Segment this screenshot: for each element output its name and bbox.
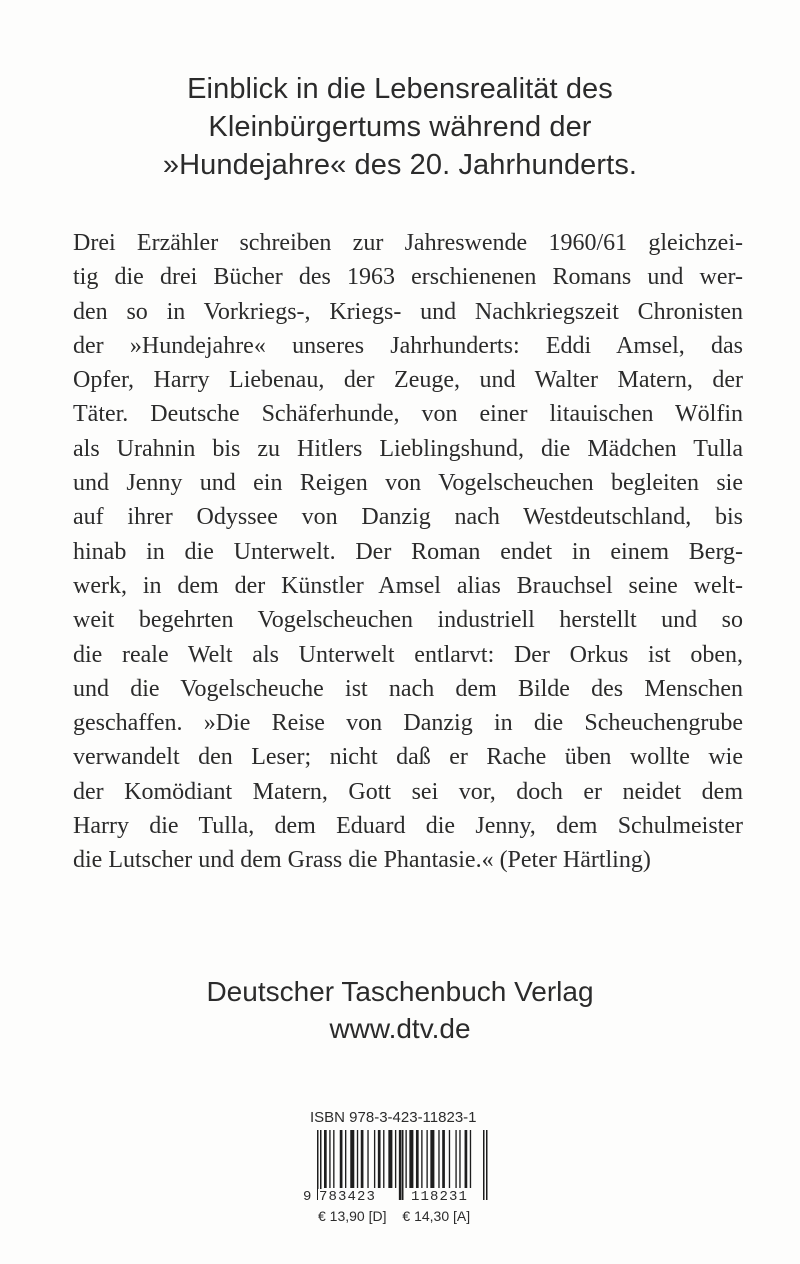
barcode-bar — [470, 1130, 471, 1188]
price-germany: € 13,90 [D] — [318, 1208, 387, 1224]
barcode-bar — [426, 1130, 427, 1188]
barcode-bar — [459, 1130, 460, 1188]
barcode-bar — [395, 1130, 396, 1188]
blurb-line: auf ihrer Odyssee von Danzig nach Westdeutschland, bis — [73, 504, 743, 531]
blurb-line: verwandelt den Leser; nicht daß er Rache üben wollte wie — [73, 744, 743, 771]
blurb-line: Harry die Tulla, dem Eduard die Jenny, dem Schulmeister — [73, 813, 743, 840]
barcode-bar — [333, 1130, 334, 1188]
blurb-line: und die Vogelscheuche ist nach dem Bilde des Menschen — [73, 675, 743, 702]
tagline-line: »Hundejahre« des 20. Jahrhunderts. — [162, 149, 638, 181]
barcode-bar — [421, 1130, 422, 1188]
tagline-line: Kleinbürgertums während der — [208, 111, 592, 143]
barcode-bar — [388, 1130, 392, 1188]
barcode-digits — [303, 1189, 499, 1205]
barcode-bar — [455, 1130, 456, 1188]
barcode-lead-digit: 9 — [303, 1189, 312, 1205]
blurb-line: werk, in dem der Künstler Amsel alias Brauchsel seine welt- — [73, 572, 743, 599]
blurb-line: und Jenny und ein Reigen von Vogelscheuchen begleiten sie — [73, 470, 743, 497]
publisher-name: Deutscher Taschenbuch Verlag — [206, 976, 594, 1007]
price-austria: € 14,30 [A] — [402, 1208, 471, 1224]
blurb-line: geschaffen. »Die Reise von Danzig in die Scheuchengrube — [73, 710, 743, 737]
blurb-line: der »Hundejahre« unseres Jahrhunderts: Eddi Amsel, das — [73, 332, 743, 359]
barcode-bar — [361, 1130, 364, 1188]
tagline-line: Einblick in die Lebensrealität des — [187, 73, 613, 105]
blurb-line: Täter. Deutsche Schäferhunde, von einer litauischen Wölfin — [73, 401, 743, 428]
blurb-line: hinab in die Unterwelt. Der Roman endet in einem Berg- — [73, 538, 743, 565]
barcode-group-left: 783423 — [319, 1189, 377, 1205]
barcode-bar — [340, 1130, 343, 1188]
blurb-line: tig die drei Bücher des 1963 erschienenen Romans und wer- — [73, 264, 743, 291]
barcode-bar — [383, 1130, 384, 1188]
blurb-line: den so in Vorkriegs-, Kriegs- und Nachkriegszeit Chronisten — [73, 298, 743, 325]
barcode-bar — [449, 1130, 450, 1188]
barcode-bar — [442, 1130, 445, 1188]
barcode-bar — [374, 1130, 375, 1188]
blurb-line: der Komödiant Matern, Gott sei vor, doch er neidet dem — [73, 778, 743, 805]
blurb-line: Opfer, Harry Liebenau, der Zeuge, und Walter Matern, der — [73, 367, 743, 394]
barcode-bar — [465, 1130, 468, 1188]
barcode-group-right: 118231 — [411, 1189, 469, 1205]
barcode-bar — [350, 1130, 354, 1188]
blurb-line: als Urahnin bis zu Hitlers Lieblingshund, die Mädchen Tulla — [73, 435, 743, 462]
blurb-line: die Lutscher und dem Grass die Phantasie.« (Peter Härtling) — [73, 847, 651, 874]
blurb-line: weit begehrten Vogelscheuchen industriell herstellt und so — [73, 607, 743, 634]
barcode-bar — [357, 1130, 358, 1188]
barcode-bar — [438, 1130, 439, 1188]
barcode-bar — [345, 1130, 346, 1188]
barcode-bar — [367, 1130, 368, 1188]
publisher-block — [0, 973, 800, 1047]
tagline — [0, 70, 800, 184]
barcode-bar — [430, 1130, 434, 1188]
barcode-bar — [409, 1130, 413, 1188]
blurb-line: Drei Erzähler schreiben zur Jahreswende 1960/61 gleichzei- — [73, 230, 743, 256]
barcode-bar — [329, 1130, 330, 1188]
barcode-bar — [405, 1130, 406, 1188]
publisher-url: www.dtv.de — [329, 1013, 471, 1044]
barcode-bar — [378, 1130, 381, 1188]
isbn-label: ISBN 978-3-423-11823-1 — [310, 1109, 477, 1126]
barcode-bar — [416, 1130, 419, 1188]
blurb-line: die reale Welt als Unterwelt entlarvt: Der Orkus ist oben, — [73, 641, 743, 668]
price-line — [318, 1208, 482, 1224]
blurb-text — [73, 226, 743, 878]
barcode-bar — [324, 1130, 327, 1188]
